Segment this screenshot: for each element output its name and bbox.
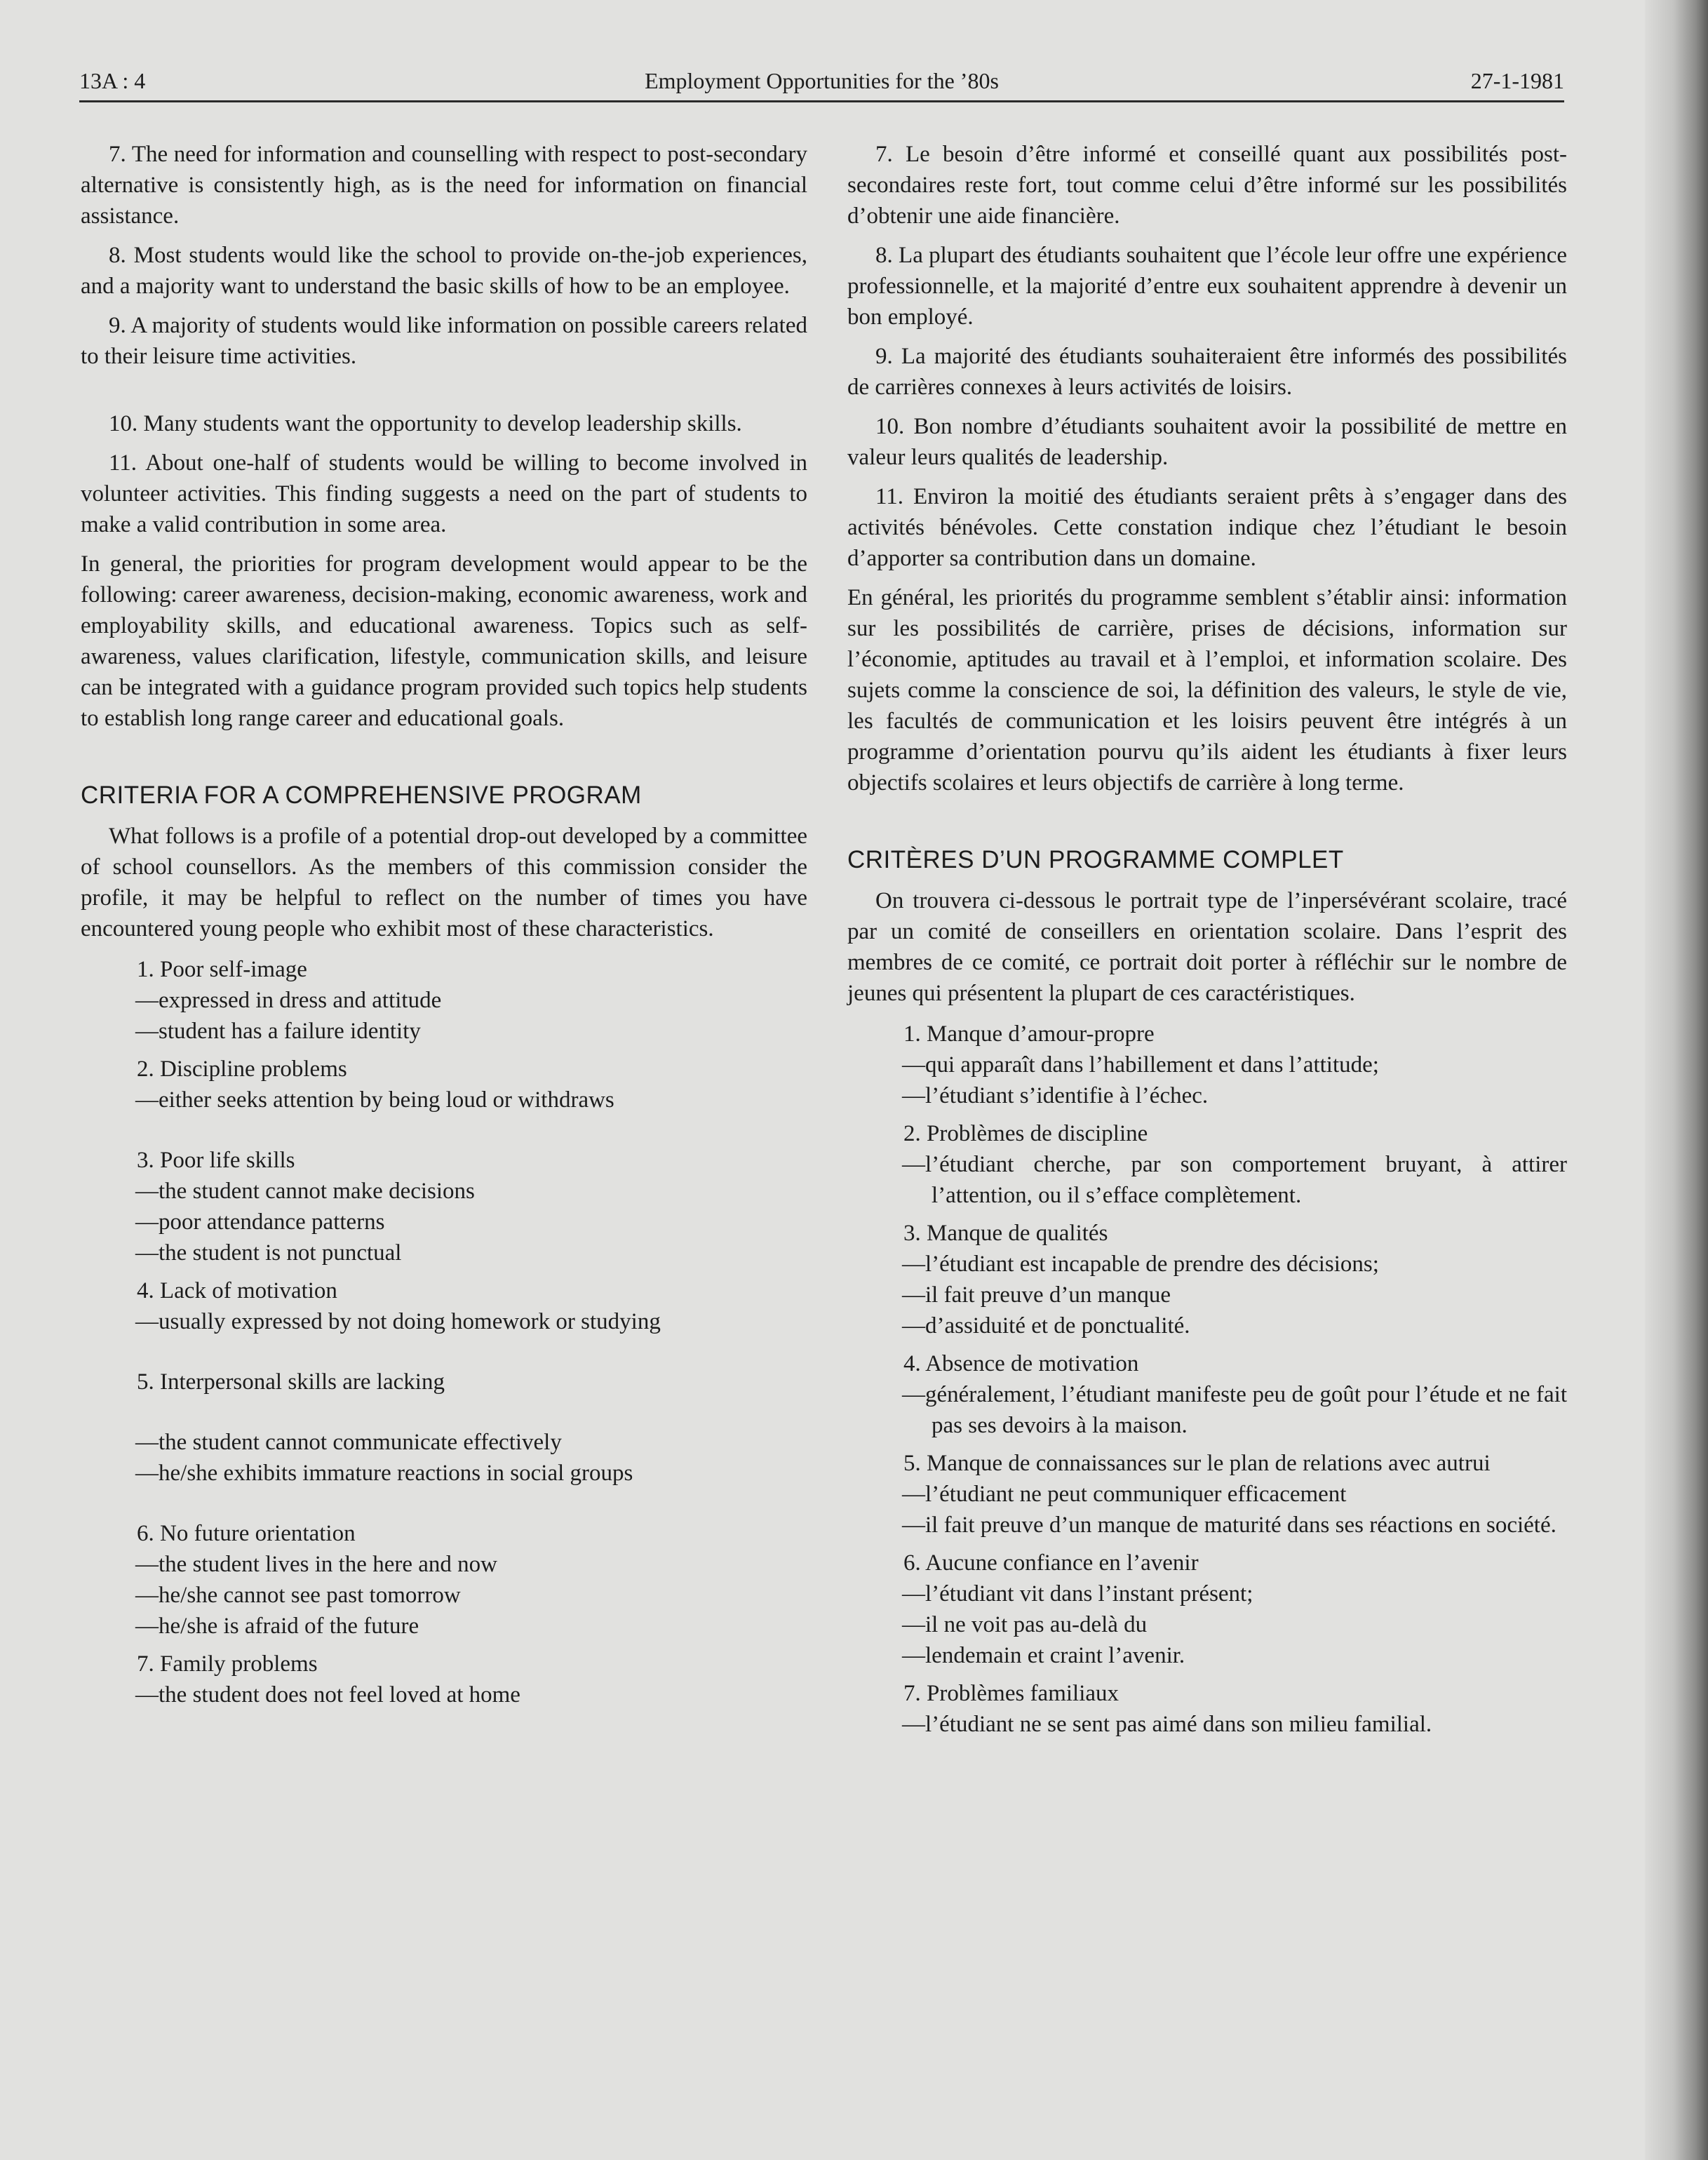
paragraph: 11. About one-half of students would be willing to become involved in volunteer activities. This finding suggests a need on the part of students to make a valid contribution in some area. xyxy=(81,450,807,537)
french-column xyxy=(847,139,1567,1740)
binding-shadow xyxy=(1645,0,1708,2160)
list-item: —d’assiduité et de ponctualité. xyxy=(902,1313,1190,1339)
list-item: —usually expressed by not doing homework or studying xyxy=(135,1309,661,1334)
paragraph: 8. Most students would like the school to provide on-the-job experiences, and a majority want to understand the basic skills of how to be an employee. xyxy=(81,243,807,299)
paragraph: 11. Environ la moitié des étudiants seraient prêts à s’engager dans des activités bénévoles. Cette constation indique chez l’étudiant le besoin d’apporter sa contribution dans un domaine. xyxy=(847,484,1567,571)
page-number: 13A : 4 xyxy=(79,68,146,93)
running-title: Employment Opportunities for the ’80s xyxy=(645,68,999,93)
list-item: 2. Problèmes de discipline xyxy=(903,1121,1148,1146)
list-item: 5. Manque de connaissances sur le plan de relations avec autrui xyxy=(903,1451,1491,1476)
list-item: —the student does not feel loved at home xyxy=(135,1682,520,1708)
profile-list xyxy=(847,1019,1567,1740)
paragraph: 10. Bon nombre d’étudiants souhaitent avoir la possibilité de mettre en valeur leurs qualités de leadership. xyxy=(847,414,1567,470)
list-item: 7. Family problems xyxy=(137,1651,318,1677)
list-item: 7. Problèmes familiaux xyxy=(903,1681,1119,1706)
paragraph: En général, les priorités du programme semblent s’établir ainsi: information sur les possibilités de carrière, prises de décisions, information sur l’économie, aptitudes au travail et à l’emploi, et information scolaire. Des sujets comme la conscience de soi, la définition des valeurs, le style de vie, les facultés de communication et les loisirs peuvent être intégrés à un programme d’orientation pourvu qu’ils aident les étudiants à fixer leurs objectifs scolaires et leurs objectifs de carrière à long terme. xyxy=(847,585,1567,796)
header-rule xyxy=(79,100,1564,102)
list-item: —the student cannot make decisions xyxy=(135,1179,475,1204)
list-item: 5. Interpersonal skills are lacking xyxy=(137,1369,445,1395)
list-item: —l’étudiant ne peut communiquer efficacement xyxy=(902,1482,1347,1507)
list-item: —expressed in dress and attitude xyxy=(135,988,442,1013)
list-item: 4. Lack of motivation xyxy=(137,1278,337,1303)
paragraph: 8. La plupart des étudiants souhaitent que l’école leur offre une expérience professionnelle, et la majorité d’entre eux souhaitent apprendre à devenir un bon employé. xyxy=(847,243,1567,330)
list-item: 2. Discipline problems xyxy=(137,1056,347,1082)
list-item: —lendemain et craint l’avenir. xyxy=(902,1643,1185,1668)
list-item: —il fait preuve d’un manque xyxy=(902,1282,1171,1308)
list-item: 4. Absence de motivation xyxy=(903,1351,1139,1376)
list-item: —either seeks attention by being loud or withdraws xyxy=(135,1087,614,1113)
list-item: 1. Poor self-image xyxy=(137,957,307,982)
list-item: —l’étudiant cherche, par son comportement bruyant, à attirer l’attention, ou il s’efface complètement. xyxy=(902,1152,1567,1208)
list-item: —il fait preuve d’un manque de maturité dans ses réactions en société. xyxy=(902,1512,1556,1538)
list-item: —l’étudiant est incapable de prendre des décisions; xyxy=(902,1252,1379,1277)
list-item: —l’étudiant vit dans l’instant présent; xyxy=(902,1581,1253,1606)
list-item: 3. Manque de qualités xyxy=(903,1221,1108,1246)
profile-list xyxy=(81,954,807,1710)
list-item: —he/she exhibits immature reactions in social groups xyxy=(135,1461,633,1486)
list-item: —student has a failure identity xyxy=(135,1019,421,1044)
list-item: 3. Poor life skills xyxy=(137,1148,295,1173)
section-heading: CRITÈRES D’UN PROGRAMME COMPLET xyxy=(847,846,1344,873)
paragraph: 10. Many students want the opportunity to develop leadership skills. xyxy=(109,411,742,436)
list-item: —the student lives in the here and now xyxy=(135,1552,497,1577)
list-item: —qui apparaît dans l’habillement et dans l’attitude; xyxy=(902,1052,1379,1078)
english-column xyxy=(81,139,807,1710)
list-item: —il ne voit pas au-delà du xyxy=(902,1612,1148,1637)
list-item: —généralement, l’étudiant manifeste peu de goût pour l’étude et ne fait pas ses devoirs à la maison. xyxy=(902,1382,1567,1438)
list-item: —the student is not punctual xyxy=(135,1240,402,1266)
intro-paragraph: On trouvera ci-dessous le portrait type de l’inpersévérant scolaire, tracé par un comité de conseillers en orientation scolaire. Dans l’esprit des membres de ce comité, ce portrait doit porter à réfléchir sur le nombre de jeunes qui présentent la plupart de ces caractéristiques. xyxy=(847,888,1567,1006)
paragraph: 7. The need for information and counselling with respect to post-secondary alternative is consistently high, as is the need for information on financial assistance. xyxy=(81,142,807,229)
paragraph: 7. Le besoin d’être informé et conseillé quant aux possibilités post-secondaires reste fort, tout comme celui d’être informé sur les possibilités d’obtenir une aide financière. xyxy=(847,142,1567,229)
list-item: —he/she cannot see past tomorrow xyxy=(135,1583,461,1608)
list-item: 6. No future orientation xyxy=(137,1521,356,1546)
list-item: —he/she is afraid of the future xyxy=(135,1614,419,1639)
list-item: —the student cannot communicate effectively xyxy=(135,1430,562,1455)
page-header xyxy=(79,65,1564,100)
intro-paragraph: What follows is a profile of a potential drop-out developed by a committee of school counsellors. As the members of this commission consider the profile, it may be helpful to reflect on the number of times you have encountered young people who exhibit most of these characteristics. xyxy=(81,824,807,941)
list-item: —l’étudiant s’identifie à l’échec. xyxy=(902,1083,1209,1108)
section-heading: CRITERIA FOR A COMPREHENSIVE PROGRAM xyxy=(81,782,642,809)
issue-date: 27-1-1981 xyxy=(1470,68,1564,93)
paragraph: 9. La majorité des étudiants souhaiteraient être informés des possibilités de carrières connexes à leurs activités de loisirs. xyxy=(847,344,1567,400)
list-item: —poor attendance patterns xyxy=(135,1209,385,1235)
list-item: 1. Manque d’amour-propre xyxy=(903,1021,1155,1047)
paragraph: 9. A majority of students would like information on possible careers related to their leisure time activities. xyxy=(81,313,807,369)
list-item: —l’étudiant ne se sent pas aimé dans son milieu familial. xyxy=(902,1712,1432,1737)
paragraph: In general, the priorities for program development would appear to be the following: career awareness, decision-making, economic awareness, work and employability skills, and educational awareness. Topics such as self-awareness, values clarification, lifestyle, communication skills, and leisure can be integrated with a guidance program provided such topics help students to establish long range career and educational goals. xyxy=(81,551,807,731)
list-item: 6. Aucune confiance en l’avenir xyxy=(903,1550,1199,1576)
